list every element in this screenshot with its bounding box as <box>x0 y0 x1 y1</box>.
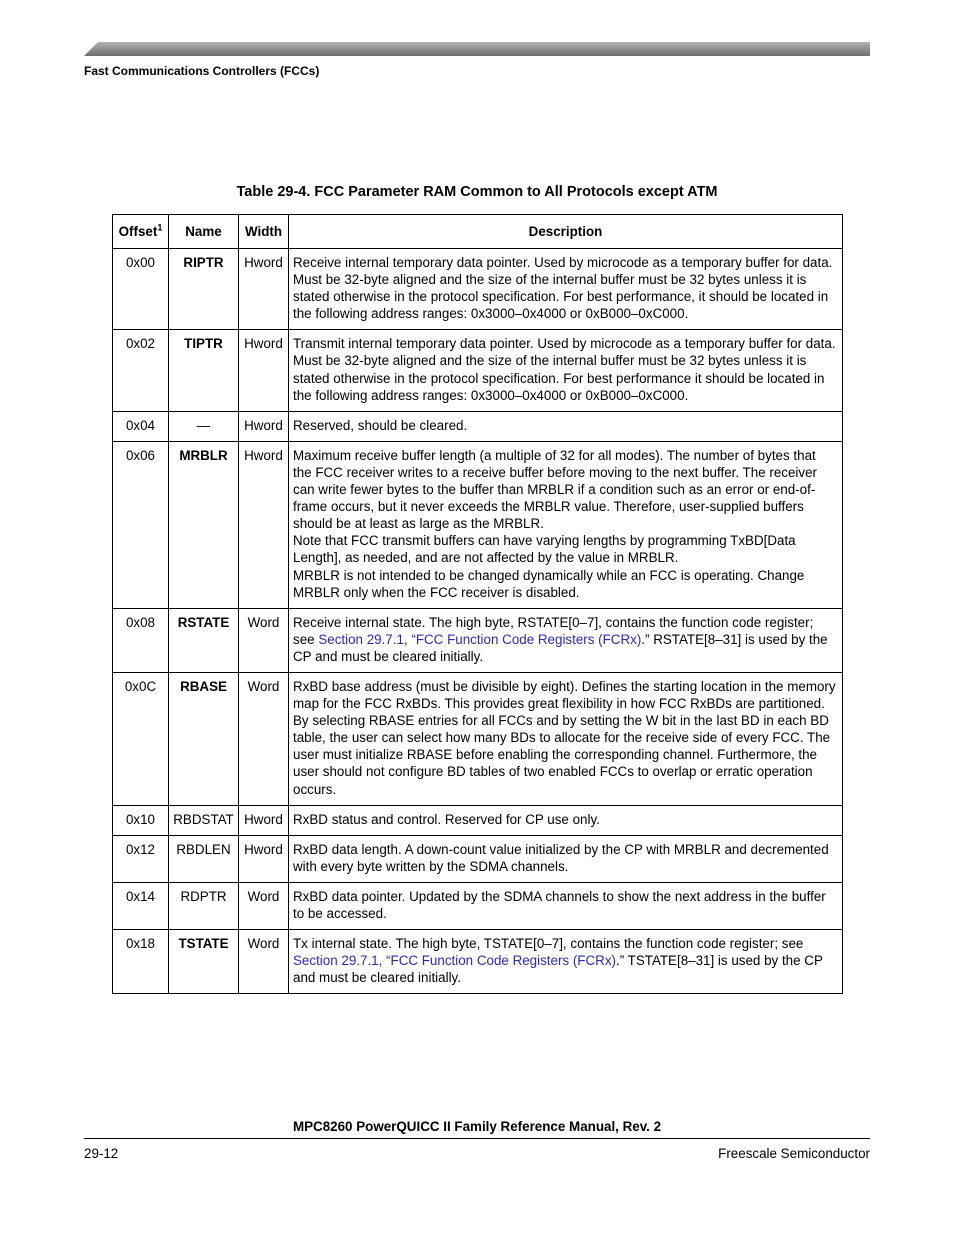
cell-description: Receive internal temporary data pointer. Used by microcode as a temporary buffer for data. Must be 32-byte aligned and the size of the internal buffer must be 32 bytes unless it is stated otherwise in the protocol specification. For best performance, it should be located in the following address ranges: 0x3000–0x4000 or 0xB000–0xC000. <box>289 249 843 330</box>
table-row <box>113 249 843 330</box>
table-row <box>113 672 843 805</box>
description-text: .” TSTATE[8–31] is used by the CP and must be cleared initially. <box>293 953 823 986</box>
cell-name: RBDSTAT <box>169 805 239 835</box>
table-row <box>113 805 843 835</box>
cell-name: RIPTR <box>169 249 239 330</box>
cell-offset: 0x14 <box>113 882 169 929</box>
section-link[interactable]: Section 29.7.1, “FCC Function Code Registers (FCRx) <box>293 953 616 969</box>
description-paragraph: MRBLR is not intended to be changed dynamically while an FCC is operating. Change MRBLR only when the FCC receiver is disabled. <box>293 567 805 600</box>
table-row <box>113 835 843 882</box>
cell-name: RBASE <box>169 672 239 805</box>
footer-manual-title: MPC8260 PowerQUICC II Family Reference Manual, Rev. 2 <box>292 1119 662 1134</box>
column-header-name: Name <box>169 215 239 249</box>
table-row <box>113 441 843 608</box>
cell-name: RDPTR <box>169 882 239 929</box>
cell-description: Reserved, should be cleared. <box>289 411 843 441</box>
offset-footnote-marker: 1 <box>157 222 163 233</box>
cell-width: Hword <box>239 805 289 835</box>
cell-description: RxBD data length. A down-count value initialized by the CP with MRBLR and decremented with every byte written by the SDMA channels. <box>289 835 843 882</box>
footer-divider <box>84 1138 870 1139</box>
cell-description: RxBD base address (must be divisible by eight). Defines the starting location in the memory map for the FCC RxBDs. This provides great flexibility in how FCC RxBDs are partitioned. By selecting RBASE entries for all FCCs and by setting the W bit in the last BD in each BD table, the user can select how many BDs to allocate for the receive side of every FCC. The user must initialize RBASE before enabling the corresponding channel. Furthermore, the user should not configure BD tables of two enabled FCCs to overlap or erratic operation occurs. <box>289 672 843 805</box>
cell-name: TIPTR <box>169 330 239 411</box>
footer-company: Freescale Semiconductor <box>718 1146 870 1161</box>
cell-width: Word <box>239 672 289 805</box>
cell-offset: 0x08 <box>113 608 169 672</box>
cell-description: RxBD data pointer. Updated by the SDMA channels to show the next address in the buffer to be accessed. <box>289 882 843 929</box>
description-paragraph: Maximum receive buffer length (a multiple of 32 for all modes). The number of bytes that the FCC receiver writes to a receive buffer before moving to the next buffer. The receiver can write fewer bytes to the buffer than MRBLR if a condition such as an error or end-of-frame occurs, but it never exceeds the MRBLR value. Therefore, user-supplied buffers should be at least as large as the MRBLR. <box>293 447 817 532</box>
section-title: Fast Communications Controllers (FCCs) <box>84 64 320 78</box>
table-header-row <box>113 215 843 249</box>
cell-name: RSTATE <box>169 608 239 672</box>
cell-offset: 0x12 <box>113 835 169 882</box>
table-caption: Table 29-4. FCC Parameter RAM Common to All Protocols except ATM <box>236 184 718 200</box>
cell-description <box>289 441 843 608</box>
cell-name: TSTATE <box>169 930 239 994</box>
cell-offset: 0x18 <box>113 930 169 994</box>
table-row <box>113 930 843 994</box>
cell-name: — <box>169 411 239 441</box>
cell-offset: 0x10 <box>113 805 169 835</box>
column-header-description: Description <box>289 215 843 249</box>
cell-width: Word <box>239 608 289 672</box>
description-text: Receive internal state. The high byte, RSTATE[0–7], contains the function code register; see <box>293 614 814 647</box>
cell-description: RxBD status and control. Reserved for CP use only. <box>289 805 843 835</box>
header-bar <box>84 42 870 56</box>
cell-name: RBDLEN <box>169 835 239 882</box>
column-header-offset: Offset$^1$ <box>113 215 169 249</box>
parameter-table <box>112 214 843 994</box>
cell-width: Hword <box>239 330 289 411</box>
cell-offset: 0x02 <box>113 330 169 411</box>
section-link[interactable]: Section 29.7.1, “FCC Function Code Registers (FCRx) <box>318 631 642 647</box>
footer-page-number: 29-12 <box>84 1146 119 1161</box>
column-header-width: Width <box>239 215 289 249</box>
cell-offset: 0x04 <box>113 411 169 441</box>
cell-offset: 0x0C <box>113 672 169 805</box>
cell-width: Word <box>239 930 289 994</box>
cell-description <box>289 608 843 672</box>
cell-width: Word <box>239 882 289 929</box>
cell-width: Hword <box>239 249 289 330</box>
description-paragraph: Note that FCC transmit buffers can have varying lengths by programming TxBD[Data Length], as needed, and are not affected by the value in MRBLR. <box>293 533 796 566</box>
cell-width: Hword <box>239 441 289 608</box>
table-row <box>113 882 843 929</box>
cell-width: Hword <box>239 411 289 441</box>
cell-width: Hword <box>239 835 289 882</box>
table-row <box>113 608 843 672</box>
cell-name: MRBLR <box>169 441 239 608</box>
cell-description <box>289 930 843 994</box>
cell-description: Transmit internal temporary data pointer. Used by microcode as a temporary buffer for data. Must be 32-byte aligned and the size of the internal buffer must be 32 bytes unless it is stated otherwise in the protocol specification. For best performance it should be located in the following address ranges: 0x3000–0x4000 or 0xB000–0xC000. <box>289 330 843 411</box>
table-row <box>113 411 843 441</box>
cell-offset: 0x00 <box>113 249 169 330</box>
description-text: Tx internal state. The high byte, TSTATE[0–7], contains the function code register; see <box>293 936 804 952</box>
cell-offset: 0x06 <box>113 441 169 608</box>
description-text: .” RSTATE[8–31] is used by the CP and must be cleared initially. <box>293 631 828 664</box>
table-row <box>113 330 843 411</box>
